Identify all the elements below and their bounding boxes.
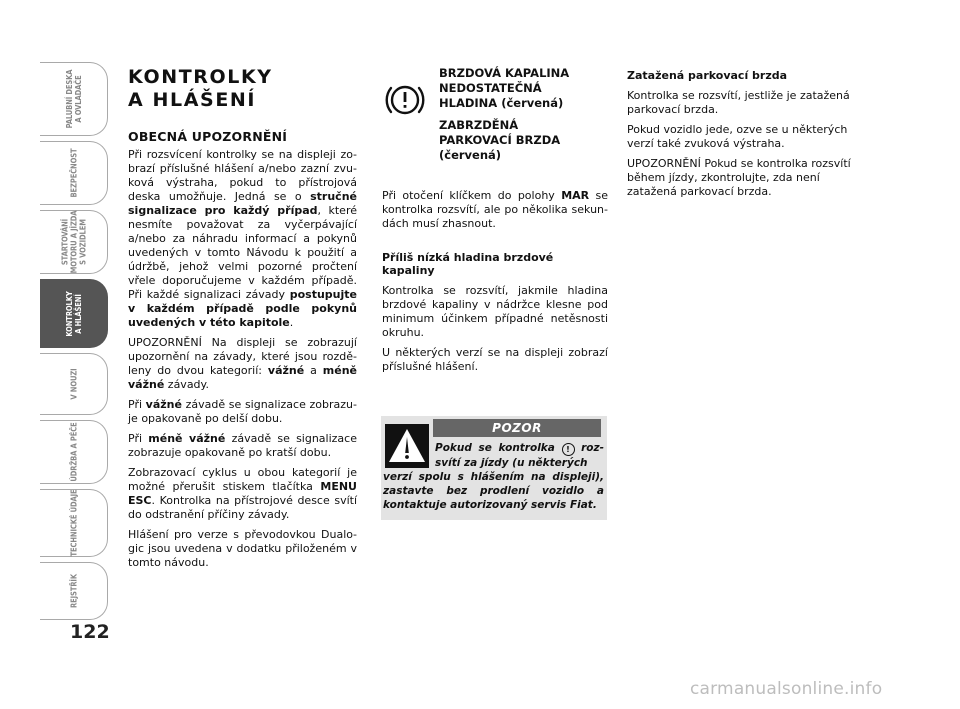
paragraph xyxy=(382,189,608,231)
tab-dashboard-controls[interactable] xyxy=(40,62,108,136)
tab-warning-lights[interactable] xyxy=(40,279,108,348)
subsection-heading: Příliš nízká hladina brzdové kapaliny xyxy=(382,251,554,277)
paragraph: U některých verzí se na displeji zobrazí příslušné hlášení. xyxy=(382,346,608,373)
text: . xyxy=(289,316,294,329)
emphasis: MAR xyxy=(561,189,590,202)
paragraph: Hlášení pro verze s převodovkou Dualogic jsou uvedena v dodatku přiloženém v tomto návodu. xyxy=(128,528,357,569)
text: UPOZORNĚNÍ Na displeji se zobrazují upozornění na závady, které jsou rozděleny do dvou kategorií: xyxy=(128,336,357,377)
text: Při rozsvícení kontrolky se na displeji zobrazí příslušné hlášení a/nebo zazní zvuková výstraha, pokud to přístrojová deska umožňuje. Jedná se o xyxy=(128,148,357,203)
emphasis: stručné signalizace pro každý případ xyxy=(128,190,357,217)
watermark: carmanualsonline.info xyxy=(690,679,883,699)
emphasis: vážné xyxy=(267,364,305,377)
emphasis: MENU ESC xyxy=(128,480,357,507)
column-brake-fluid xyxy=(382,66,608,380)
indicator-title-line: (červená) xyxy=(439,148,502,162)
subsection-heading: Zatažená parkovací brzda xyxy=(627,69,788,82)
chapter-title-line: A HLÁŠENÍ xyxy=(128,89,257,111)
chapter-title-line: KONTROLKY xyxy=(128,66,273,88)
tab-label: ÚDRŽBA A PÉČE xyxy=(69,422,78,482)
paragraph: Kontrolka se rozsvítí, jakmile hladina brzdové kapaliny v nádržce klesne pod minimum účinkem případné netěsnosti okruhu. xyxy=(382,284,608,339)
tab-label: KONTROLKY A HLÁŠENÍ xyxy=(64,290,83,337)
text: a xyxy=(304,364,323,377)
column-parking-brake xyxy=(627,66,857,205)
column-general-warnings xyxy=(128,66,357,576)
indicator-title-line: PARKOVACÍ BRZDA xyxy=(439,133,561,147)
text: Při otočení klíčkem do polohy xyxy=(382,189,562,202)
tab-label: TECHNICKÉ ÚDAJE xyxy=(69,489,78,557)
indicator-title-line: NEDOSTATEČNÁ xyxy=(439,81,542,95)
emphasis: vážné xyxy=(145,398,182,411)
tab-maintenance[interactable] xyxy=(40,420,108,484)
text: , které nesmíte považovat za vyčerpávající a/nebo za náhradu informací a pokynů uvedených v tomto Návodu k použití a údržbě, jehož velmi pozorné pročtení vřele doporučujeme v každém případě. Při každé signalizaci závady xyxy=(128,204,357,301)
emphasis: méně vážné xyxy=(148,432,226,445)
tab-safety[interactable] xyxy=(40,141,108,205)
text: rozsvítí za jízdy (u některých xyxy=(435,442,604,469)
indicator-title-line: BRZDOVÁ KAPALINA xyxy=(439,66,570,80)
warning-text xyxy=(383,441,604,512)
section-heading: OBECNÁ UPOZORNĚNÍ xyxy=(128,129,288,144)
tab-emergency[interactable] xyxy=(40,353,108,415)
text: Při xyxy=(128,398,146,411)
paragraph xyxy=(128,148,357,330)
text: Při xyxy=(128,432,149,445)
text: se kontrolka rozsvítí, ale po několika sekundách musí zhasnout. xyxy=(382,189,608,230)
text: Zobrazovací cyklus u obou kategorií je možné přerušit stiskem tlačítka xyxy=(128,466,357,493)
warning-text-line xyxy=(383,441,604,470)
paragraph: Kontrolka se rozsvítí, jestliže je zatažená parkovací brzda. xyxy=(627,89,850,116)
tab-label: PALUBNÍ DESKA A OVLADAČE xyxy=(64,69,83,129)
brake-warning-icon xyxy=(383,78,427,122)
emphasis: méně vážné xyxy=(128,364,358,391)
tab-technical-data[interactable] xyxy=(40,489,108,557)
paragraph: UPOZORNĚNÍ Pokud se kontrolka rozsvítí během jízdy, zkontrolujte, zda není zatažená parkovací brzda. xyxy=(627,157,851,198)
paragraph xyxy=(128,466,357,522)
warning-box xyxy=(381,416,607,520)
tab-index[interactable] xyxy=(40,562,108,620)
spacer xyxy=(439,111,609,118)
page-number: 122 xyxy=(70,621,110,643)
text: závadě se signalizace zobrazuje opakovaně po kratší dobu. xyxy=(128,432,357,459)
brake-indicator-block xyxy=(382,66,608,182)
indicator-title-line: HLADINA (červená) xyxy=(439,96,564,110)
indicator-title-line: ZABRZDĚNÁ xyxy=(439,118,519,132)
tab-label: REJSTŘÍK xyxy=(69,574,78,608)
brake-warning-icon: ! xyxy=(562,443,575,456)
paragraph xyxy=(128,398,357,426)
emphasis: postupujte v každém případě podle pokynů uvedených v této kapitole xyxy=(128,288,357,329)
tab-label: STARTOVÁNÍ MOTORU A JÍZDA S VOZIDLEM xyxy=(60,210,87,274)
chapter-title xyxy=(128,66,357,112)
warning-heading: POZOR xyxy=(433,419,601,437)
text: závadě se signalizace zobrazuje opakovaně po delší dobu. xyxy=(128,398,357,425)
paragraph: Pokud vozidlo jede, ozve se u některých verzí také zvuková výstraha. xyxy=(627,123,848,150)
text: Pokud se kontrolka xyxy=(435,442,562,454)
indicator-title xyxy=(439,66,609,163)
text: závady. xyxy=(164,378,209,391)
text: . Kontrolka na přístrojové desce svítí do odstranění příčiny závady. xyxy=(128,494,357,521)
tab-label: V NOUZI xyxy=(69,368,78,400)
tab-starting-driving[interactable] xyxy=(40,210,108,274)
tab-label: BEZPEČNOST xyxy=(69,148,78,198)
warning-text-line: verzí spolu s hlášením na displeji), zastavte bez prodlení vozidlo a kontaktuje autorizovaný servis Fiat. xyxy=(383,471,604,511)
paragraph xyxy=(128,336,357,392)
paragraph xyxy=(128,432,357,460)
